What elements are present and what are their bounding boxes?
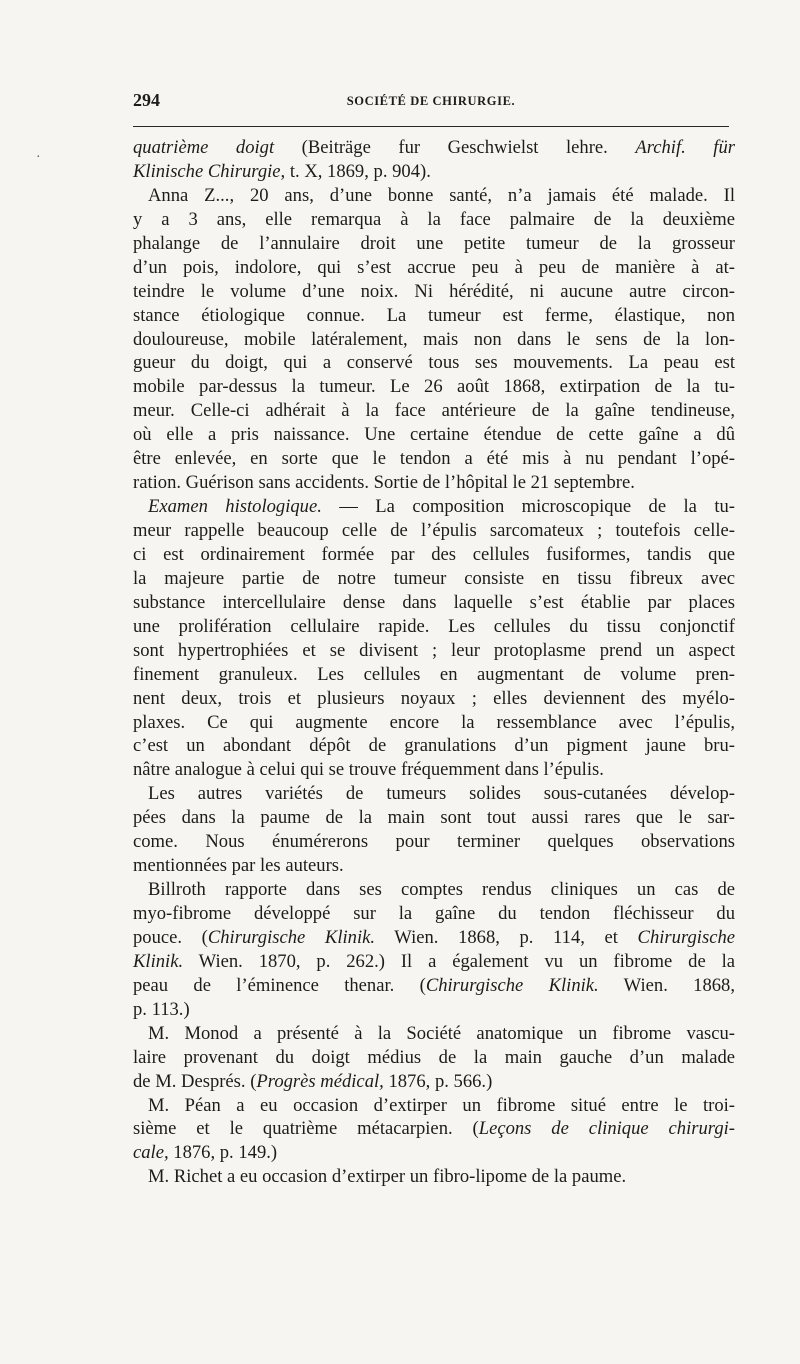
text-segment: Wien. 1868,: [598, 974, 736, 996]
text-segment: 1876, p. 149.): [168, 1142, 278, 1164]
italic-text: Examen histologique.: [148, 496, 322, 518]
text-segment: come. Nous énumérerons pour terminer quelques observations: [133, 831, 735, 853]
text-line: [133, 328, 735, 352]
text-line: [133, 543, 735, 567]
margin-speck: ·: [36, 150, 41, 165]
text-segment: — La composition microscopique de la tu-: [321, 496, 736, 518]
text-line: [133, 1141, 735, 1165]
page-header: [133, 90, 729, 114]
italic-text: cale,: [133, 1142, 169, 1164]
text-segment: de M. Després. (: [133, 1070, 257, 1092]
text-line: [133, 1046, 735, 1070]
text-segment: M. Monod a présenté à la Société anatomique un fibrome vascu-: [148, 1022, 735, 1044]
text-line: [133, 1022, 735, 1046]
text-line: [133, 136, 735, 160]
text-segment: la majeure partie de notre tumeur consiste en tissu fibreux avec: [133, 567, 735, 589]
text-line: [133, 519, 735, 543]
text-line: [133, 1165, 735, 1189]
text-segment: sont hypertrophiées et se divisent ; leur protoplasme prend un aspect: [133, 639, 735, 661]
italic-text: quatrième doigt: [133, 137, 275, 158]
text-line: [133, 1117, 735, 1141]
text-line: [133, 734, 735, 758]
text-segment: Wien. 1870, p. 262.) Il a également vu un fibrome de la: [183, 950, 735, 972]
text-segment: p. 113.): [133, 998, 190, 1020]
text-segment: myo-fibrome développé sur la gaîne du tendon fléchisseur du: [133, 903, 735, 924]
text-segment: peau de l’éminence thenar. (: [133, 974, 426, 996]
text-line: [133, 830, 735, 854]
text-line: [133, 926, 735, 950]
text-segment: t. X, 1869, p. 904).: [285, 160, 431, 182]
header-rule: [133, 126, 729, 127]
text-line: [133, 399, 735, 423]
text-segment: y a 3 ans, elle remarqua à la face palmaire de la deuxième: [133, 208, 735, 230]
text-segment: meur. Celle-ci adhérait à la face antérieure de la gaîne tendineuse,: [133, 400, 735, 422]
text-line: [133, 758, 735, 782]
text-segment: substance intercellulaire dense dans laquelle s’est établie par places: [133, 591, 735, 613]
text-line: [133, 854, 735, 878]
text-line: [133, 591, 735, 615]
text-line: [133, 902, 735, 926]
text-line: [133, 304, 735, 328]
text-segment: phalange de l’annulaire droit une petite tumeur de la grosseur: [133, 232, 735, 254]
text-line: [133, 447, 735, 471]
text-segment: meur rappelle beaucoup celle de l’épulis sarcomateux ; toutefois celle-: [133, 520, 735, 541]
text-line: [133, 495, 735, 519]
running-title: SOCIÉTÉ DE CHIRURGIE.: [346, 94, 516, 108]
text-line: [133, 160, 735, 184]
text-segment: teindre le volume d’une noix. Ni hérédité, ni aucune autre circon-: [133, 280, 735, 302]
text-segment: gueur du doigt, qui a conservé tous ses mouvements. La peau est: [133, 352, 735, 374]
text-segment: douloureuse, mobile latéralement, mais non dans le sens de la lon-: [133, 328, 735, 350]
text-line: [133, 806, 735, 830]
text-line: [133, 232, 735, 256]
italic-text: Chirurgische Klinik.: [425, 974, 599, 996]
text-segment: ration. Guérison sans accidents. Sortie de l’hôpital le 21 septembre.: [133, 472, 635, 494]
text-segment: Billroth rapporte dans ses comptes rendus cliniques un cas de: [148, 879, 735, 901]
text-line: [133, 782, 735, 806]
text-segment: pées dans la paume de la main sont tout aussi rares que le sar-: [133, 807, 735, 829]
italic-text: Progrès médical,: [256, 1070, 384, 1092]
text-line: [133, 711, 735, 735]
text-segment: laire provenant du doigt médius de la main gauche d’un malade: [133, 1046, 735, 1068]
text-line: [133, 663, 735, 687]
text-line: [133, 423, 735, 447]
italic-text: Chirurgische: [637, 926, 735, 948]
text-segment: sième et le quatrième métacarpien. (: [133, 1118, 479, 1140]
text-line: [133, 567, 735, 591]
text-line: [133, 471, 735, 495]
text-line: [133, 687, 735, 711]
text-line: [133, 351, 735, 375]
text-segment: Anna Z..., 20 ans, d’une bonne santé, n’a jamais été malade. Il: [148, 184, 735, 206]
body-text: [133, 136, 735, 1189]
text-segment: M. Richet a eu occasion d’extirper un fibro-lipome de la paume.: [148, 1166, 627, 1188]
text-segment: mentionnées par les auteurs.: [133, 855, 344, 877]
text-line: [133, 615, 735, 639]
text-segment: Wien. 1868, p. 114, et: [375, 926, 638, 948]
text-line: [133, 639, 735, 663]
text-segment: 1876, p. 566.): [383, 1070, 493, 1092]
text-segment: finement granuleux. Les cellules en augmentant de volume pren-: [133, 663, 735, 685]
text-segment: une prolifération cellulaire rapide. Les cellules du tissu conjonctif: [133, 615, 735, 637]
text-segment: ci est ordinairement formée par des cellules fusiformes, tandis que: [133, 543, 735, 565]
text-segment: M. Péan a eu occasion d’extirper un fibrome situé entre le troi-: [148, 1094, 735, 1116]
text-segment: nent deux, trois et plusieurs noyaux ; elles deviennent des myélo-: [133, 687, 735, 709]
text-segment: nâtre analogue à celui qui se trouve fréquemment dans l’épulis.: [133, 759, 604, 781]
text-line: [133, 208, 735, 232]
italic-text: Klinik.: [133, 950, 184, 972]
text-segment: mobile par-dessus la tumeur. Le 26 août 1868, extirpation de la tu-: [133, 376, 735, 398]
text-line: [133, 974, 735, 998]
italic-text: Chirurgische Klinik.: [207, 926, 376, 948]
text-segment: être enlevée, en sorte que le tendon a été mis à nu pendant l’opé-: [133, 448, 735, 470]
text-segment: c’est un abondant dépôt de granulations d’un pigment jaune bru-: [133, 735, 735, 757]
page-number: 294: [133, 90, 160, 110]
text-segment: où elle a pris naissance. Une certaine étendue de cette gaîne a dû: [133, 424, 735, 446]
text-line: [133, 184, 735, 208]
text-segment: (Beiträge fur Geschwielst lehre.: [274, 137, 636, 158]
text-line: [133, 280, 735, 304]
text-line: [133, 878, 735, 902]
text-line: [133, 950, 735, 974]
text-line: [133, 1070, 735, 1094]
text-segment: pouce. (: [133, 926, 208, 948]
text-line: [133, 256, 735, 280]
text-segment: plaxes. Ce qui augmente encore la ressemblance avec l’épulis,: [133, 711, 735, 733]
italic-text: Klinische Chirurgie,: [133, 160, 286, 182]
italic-text: Archif. für: [635, 137, 736, 158]
text-segment: Les autres variétés de tumeurs solides sous-cutanées dévelop-: [148, 783, 735, 805]
text-segment: stance étiologique connue. La tumeur est ferme, élastique, non: [133, 304, 735, 326]
text-line: [133, 1094, 735, 1118]
text-line: [133, 998, 735, 1022]
text-segment: d’un pois, indolore, qui s’est accrue peu à peu de manière à at-: [133, 256, 735, 278]
text-line: [133, 375, 735, 399]
italic-text: Leçons de clinique chirurgi-: [478, 1118, 735, 1140]
